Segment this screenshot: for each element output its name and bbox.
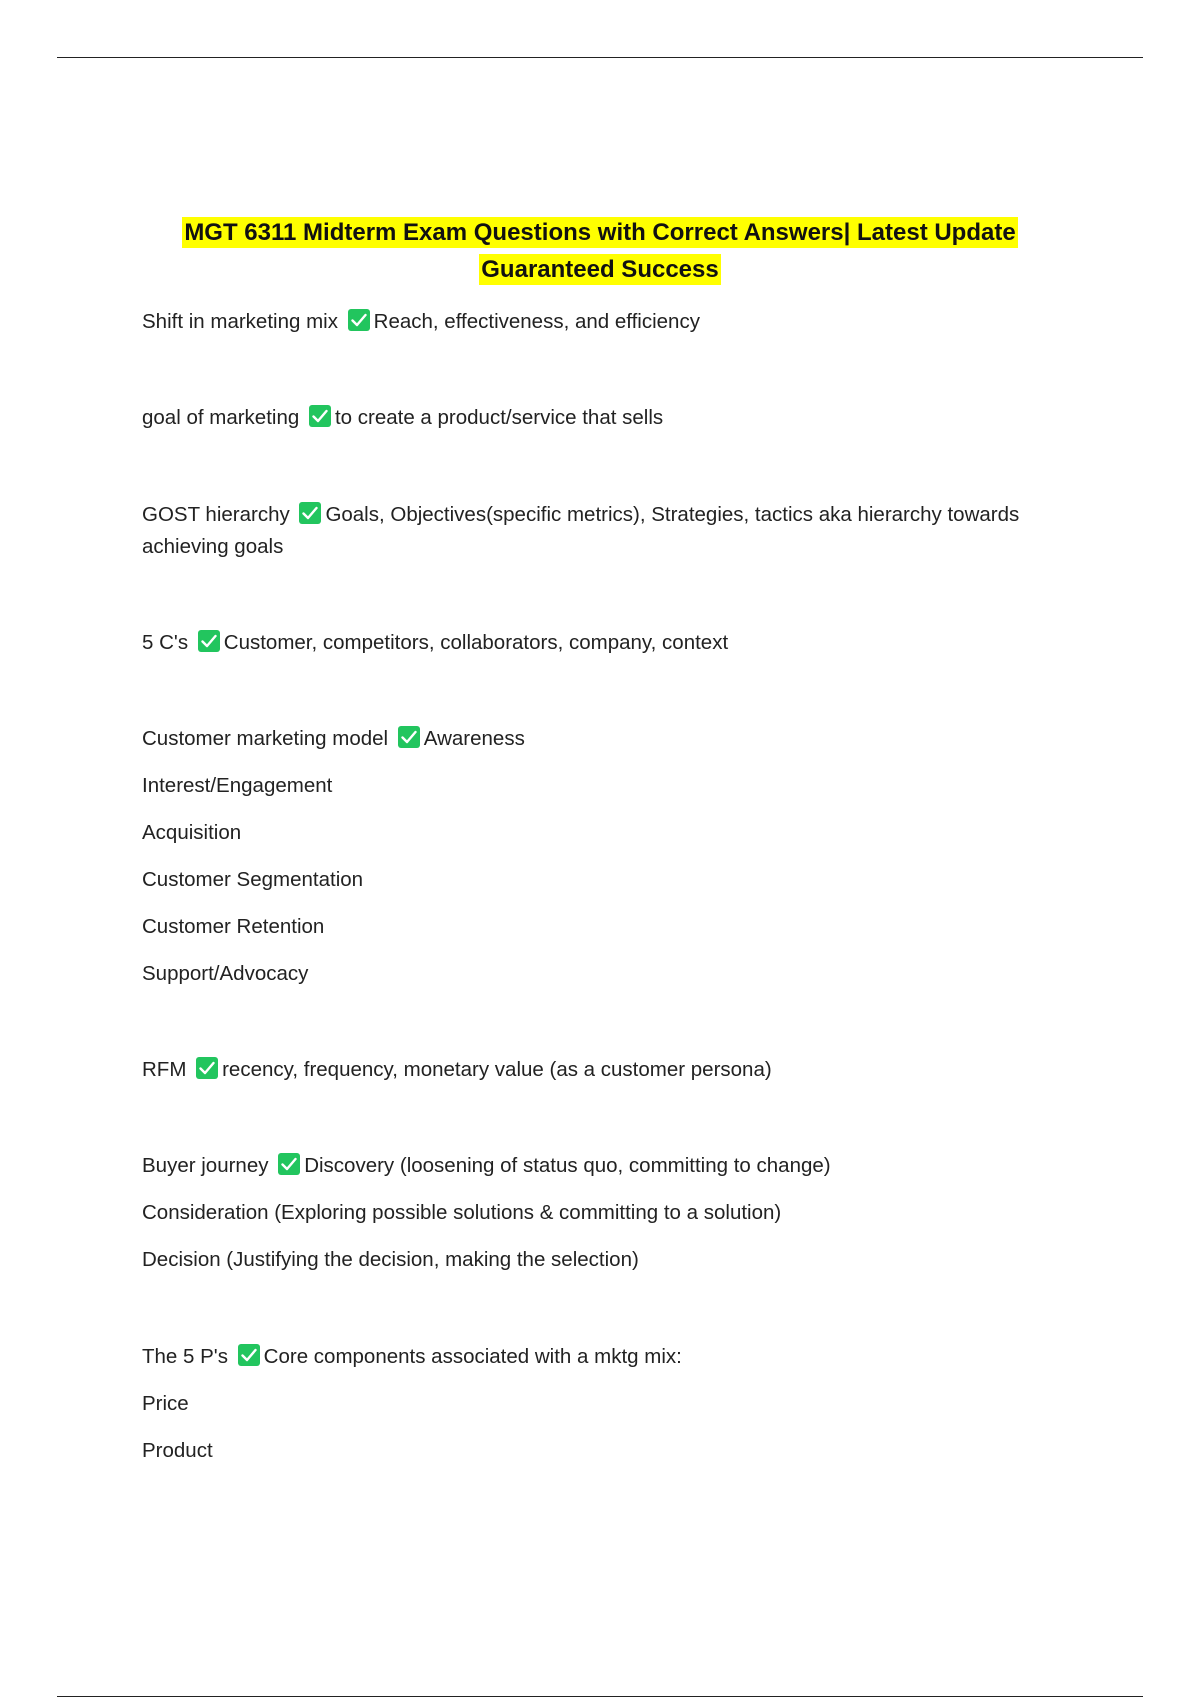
question-term: goal of marketing [142,406,300,429]
answer-continuation: Support/Advocacy [142,962,309,985]
answer-continuation: Price [142,1392,189,1415]
question-term: GOST hierarchy [142,503,290,526]
question-term: 5 C's [142,631,189,654]
qa-entry [142,723,1062,1005]
footer-rule [57,1696,1143,1697]
check-box-icon [238,1344,260,1366]
answer-continuation: Customer Retention [142,915,325,938]
question-term: RFM [142,1058,187,1081]
answer-text: recency, frequency, monetary value (as a customer persona) [222,1058,772,1081]
qa-entry [142,402,1062,449]
answer-continuation: Product [142,1439,213,1462]
check-box-icon [348,309,370,331]
qa-entry [142,499,1062,563]
answer-text: Customer, competitors, collaborators, company, context [223,631,729,654]
title-line-1: MGT 6311 Midterm Exam Questions with Correct Answers| Latest Update [184,219,1016,246]
question-term: Buyer journey [142,1154,269,1177]
header-rule [57,57,1143,58]
check-box-icon [309,405,331,427]
answer-text: Awareness [423,727,525,750]
qa-entry [142,1150,1062,1291]
title-line-2: Guaranteed Success [481,256,719,283]
question-term: Shift in marketing mix [142,310,338,333]
qa-entry [142,306,1062,353]
qa-entry [142,627,1062,674]
check-box-icon [196,1057,218,1079]
qa-entry [142,1341,1062,1482]
answer-continuation: Decision (Justifying the decision, making the selection) [142,1248,639,1271]
question-term: The 5 P's [142,1345,228,1368]
answer-continuation: Interest/Engagement [142,774,333,797]
answer-continuation: Acquisition [142,821,242,844]
answer-text: Discovery (loosening of status quo, committing to change) [304,1154,831,1177]
answer-text: to create a product/service that sells [334,406,664,429]
document-title [142,214,1058,288]
answer-text: Goals, Objectives(specific metrics), Strategies, tactics aka hierarchy towards achieving goals [142,503,1020,558]
answer-continuation: Customer Segmentation [142,868,364,891]
answer-text: Core components associated with a mktg mix: [263,1345,682,1368]
answer-continuation: Consideration (Exploring possible solutions & committing to a solution) [142,1201,782,1224]
qa-entry [142,1054,1062,1101]
question-term: Customer marketing model [142,727,389,750]
check-box-icon [398,726,420,748]
check-box-icon [299,502,321,524]
answer-text: Reach, effectiveness, and efficiency [373,310,700,333]
check-box-icon [198,630,220,652]
check-box-icon [278,1153,300,1175]
